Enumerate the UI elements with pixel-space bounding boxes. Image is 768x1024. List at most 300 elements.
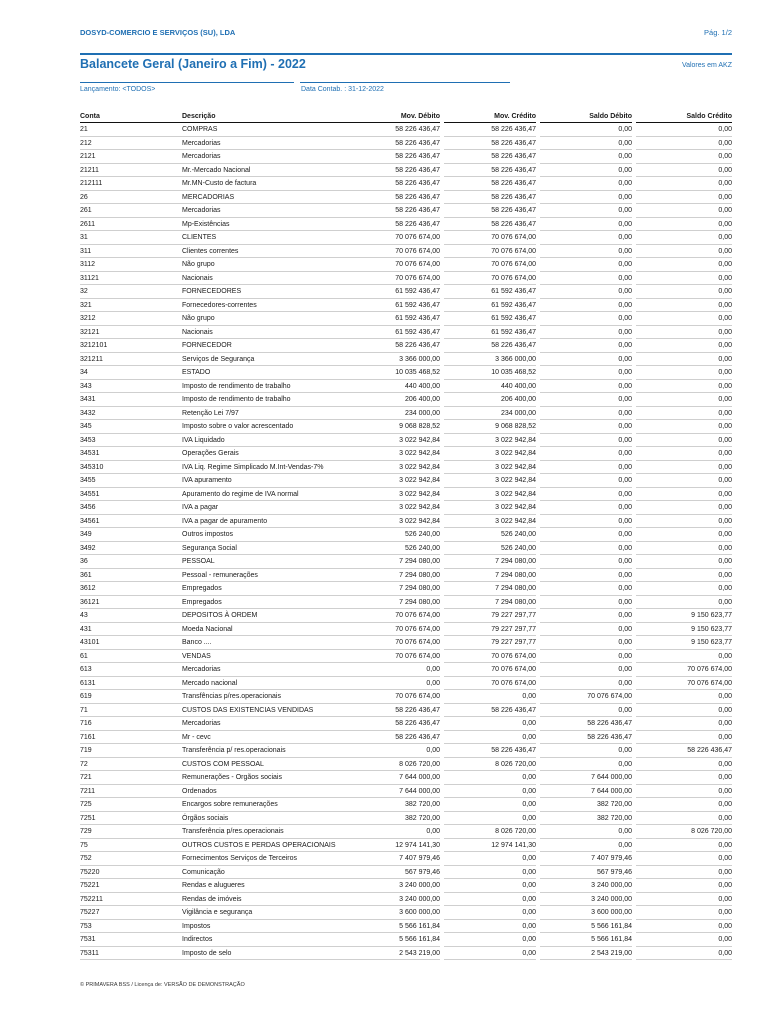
table-row bbox=[80, 380, 732, 394]
table-row bbox=[80, 339, 732, 353]
cell-conta: 752 bbox=[80, 852, 182, 866]
table-row bbox=[80, 879, 732, 893]
cell-saldo-credito: 0,00 bbox=[636, 245, 732, 259]
cell-conta: 7211 bbox=[80, 785, 182, 799]
cell-descricao: Mercadorias bbox=[182, 150, 350, 164]
cell-conta: 349 bbox=[80, 528, 182, 542]
table-row bbox=[80, 555, 732, 569]
cell-saldo-debito: 0,00 bbox=[540, 326, 632, 340]
cell-mov-debito: 7 294 080,00 bbox=[350, 582, 440, 596]
cell-saldo-debito: 0,00 bbox=[540, 339, 632, 353]
cell-conta: 3212 bbox=[80, 312, 182, 326]
cell-mov-debito: 70 076 674,00 bbox=[350, 636, 440, 650]
cell-conta: 3212101 bbox=[80, 339, 182, 353]
cell-conta: 36121 bbox=[80, 596, 182, 610]
cell-saldo-debito: 0,00 bbox=[540, 434, 632, 448]
cell-mov-credito: 0,00 bbox=[444, 906, 536, 920]
cell-conta: 2611 bbox=[80, 218, 182, 232]
cell-conta: 3456 bbox=[80, 501, 182, 515]
cell-mov-credito: 7 294 080,00 bbox=[444, 569, 536, 583]
cell-descricao: FORNECEDOR bbox=[182, 339, 350, 353]
table-row bbox=[80, 164, 732, 178]
table-row bbox=[80, 231, 732, 245]
cell-saldo-debito: 7 644 000,00 bbox=[540, 771, 632, 785]
cell-mov-debito: 0,00 bbox=[350, 677, 440, 691]
cell-mov-debito: 70 076 674,00 bbox=[350, 609, 440, 623]
cell-saldo-credito: 0,00 bbox=[636, 866, 732, 880]
table-row bbox=[80, 812, 732, 826]
table-row bbox=[80, 569, 732, 583]
cell-saldo-credito: 0,00 bbox=[636, 231, 732, 245]
cell-mov-debito: 3 240 000,00 bbox=[350, 893, 440, 907]
cell-mov-debito: 3 366 000,00 bbox=[350, 353, 440, 367]
cell-conta: 61 bbox=[80, 650, 182, 664]
cell-mov-debito: 7 294 080,00 bbox=[350, 555, 440, 569]
table-body bbox=[80, 123, 732, 960]
cell-descricao: Empregados bbox=[182, 582, 350, 596]
cell-saldo-debito: 0,00 bbox=[540, 758, 632, 772]
table-row bbox=[80, 393, 732, 407]
table-row bbox=[80, 488, 732, 502]
cell-conta: 75 bbox=[80, 839, 182, 853]
cell-saldo-credito: 0,00 bbox=[636, 393, 732, 407]
cell-mov-credito: 3 366 000,00 bbox=[444, 353, 536, 367]
cell-conta: 36 bbox=[80, 555, 182, 569]
cell-mov-credito: 70 076 674,00 bbox=[444, 663, 536, 677]
cell-conta: 43 bbox=[80, 609, 182, 623]
cell-mov-credito: 526 240,00 bbox=[444, 528, 536, 542]
cell-conta: 34551 bbox=[80, 488, 182, 502]
cell-mov-debito: 58 226 436,47 bbox=[350, 204, 440, 218]
cell-saldo-debito: 0,00 bbox=[540, 285, 632, 299]
cell-mov-credito: 9 068 828,52 bbox=[444, 420, 536, 434]
cell-mov-credito: 526 240,00 bbox=[444, 542, 536, 556]
table-row bbox=[80, 717, 732, 731]
cell-conta: 7251 bbox=[80, 812, 182, 826]
cell-saldo-debito: 0,00 bbox=[540, 650, 632, 664]
cell-descricao: Rendas de imóveis bbox=[182, 893, 350, 907]
cell-descricao: Outros impostos bbox=[182, 528, 350, 542]
cell-saldo-credito: 0,00 bbox=[636, 474, 732, 488]
cell-mov-debito: 8 026 720,00 bbox=[350, 758, 440, 772]
table-row bbox=[80, 731, 732, 745]
cell-descricao: Mr.MN-Custo de factura bbox=[182, 177, 350, 191]
cell-saldo-debito: 2 543 219,00 bbox=[540, 947, 632, 961]
cell-mov-debito: 70 076 674,00 bbox=[350, 650, 440, 664]
cell-mov-credito: 79 227 297,77 bbox=[444, 609, 536, 623]
cell-descricao: IVA Liquidado bbox=[182, 434, 350, 448]
cell-saldo-credito: 0,00 bbox=[636, 218, 732, 232]
cell-conta: 3112 bbox=[80, 258, 182, 272]
cell-mov-credito: 61 592 436,47 bbox=[444, 285, 536, 299]
table-row bbox=[80, 798, 732, 812]
cell-saldo-debito: 0,00 bbox=[540, 596, 632, 610]
cell-saldo-credito: 0,00 bbox=[636, 569, 732, 583]
cell-saldo-credito: 0,00 bbox=[636, 191, 732, 205]
table-row bbox=[80, 866, 732, 880]
header-conta: Conta bbox=[80, 111, 182, 123]
cell-mov-debito: 10 035 468,52 bbox=[350, 366, 440, 380]
cell-saldo-credito: 0,00 bbox=[636, 542, 732, 556]
cell-saldo-debito: 0,00 bbox=[540, 272, 632, 286]
table-row bbox=[80, 407, 732, 421]
table-row bbox=[80, 420, 732, 434]
cell-descricao: Moeda Nacional bbox=[182, 623, 350, 637]
cell-mov-debito: 567 979,46 bbox=[350, 866, 440, 880]
cell-saldo-credito: 0,00 bbox=[636, 582, 732, 596]
cell-saldo-debito: 70 076 674,00 bbox=[540, 690, 632, 704]
cell-saldo-credito: 0,00 bbox=[636, 366, 732, 380]
cell-descricao: Fornecedores-correntes bbox=[182, 299, 350, 313]
cell-conta: 212111 bbox=[80, 177, 182, 191]
cell-mov-credito: 58 226 436,47 bbox=[444, 704, 536, 718]
cell-saldo-debito: 0,00 bbox=[540, 245, 632, 259]
table-row bbox=[80, 137, 732, 151]
cell-saldo-debito: 382 720,00 bbox=[540, 798, 632, 812]
cell-mov-credito: 0,00 bbox=[444, 947, 536, 961]
table-row bbox=[80, 785, 732, 799]
table-row bbox=[80, 704, 732, 718]
cell-descricao: CUSTOS DAS EXISTENCIAS VENDIDAS bbox=[182, 704, 350, 718]
cell-saldo-debito: 0,00 bbox=[540, 393, 632, 407]
table-row bbox=[80, 677, 732, 691]
cell-descricao: Imposto de rendimento de trabalho bbox=[182, 380, 350, 394]
cell-mov-debito: 3 022 942,84 bbox=[350, 461, 440, 475]
cell-saldo-credito: 0,00 bbox=[636, 353, 732, 367]
cell-saldo-debito: 0,00 bbox=[540, 137, 632, 151]
cell-saldo-credito: 0,00 bbox=[636, 272, 732, 286]
cell-descricao: COMPRAS bbox=[182, 123, 350, 137]
cell-saldo-debito: 0,00 bbox=[540, 218, 632, 232]
cell-saldo-debito: 0,00 bbox=[540, 636, 632, 650]
cell-conta: 34561 bbox=[80, 515, 182, 529]
cell-descricao: Apuramento do regime de IVA normal bbox=[182, 488, 350, 502]
cell-descricao: IVA Liq. Regime Simplicado M.Int-Vendas-7% bbox=[182, 461, 350, 475]
cell-saldo-debito: 0,00 bbox=[540, 447, 632, 461]
table-row bbox=[80, 285, 732, 299]
cell-saldo-credito: 0,00 bbox=[636, 177, 732, 191]
cell-conta: 3453 bbox=[80, 434, 182, 448]
cell-descricao: Impostos bbox=[182, 920, 350, 934]
cell-saldo-credito: 0,00 bbox=[636, 717, 732, 731]
cell-mov-debito: 7 644 000,00 bbox=[350, 785, 440, 799]
cell-descricao: PESSOAL bbox=[182, 555, 350, 569]
cell-mov-debito: 70 076 674,00 bbox=[350, 245, 440, 259]
cell-saldo-credito: 0,00 bbox=[636, 461, 732, 475]
cell-saldo-credito: 0,00 bbox=[636, 785, 732, 799]
cell-mov-credito: 0,00 bbox=[444, 731, 536, 745]
table-row bbox=[80, 272, 732, 286]
cell-mov-debito: 0,00 bbox=[350, 825, 440, 839]
cell-mov-debito: 58 226 436,47 bbox=[350, 218, 440, 232]
cell-saldo-debito: 0,00 bbox=[540, 366, 632, 380]
cell-descricao: IVA a pagar de apuramento bbox=[182, 515, 350, 529]
cell-conta: 43101 bbox=[80, 636, 182, 650]
table-row bbox=[80, 663, 732, 677]
cell-conta: 34531 bbox=[80, 447, 182, 461]
cell-mov-credito: 58 226 436,47 bbox=[444, 191, 536, 205]
cell-mov-debito: 70 076 674,00 bbox=[350, 272, 440, 286]
cell-mov-debito: 3 022 942,84 bbox=[350, 447, 440, 461]
cell-mov-credito: 58 226 436,47 bbox=[444, 177, 536, 191]
cell-saldo-credito: 0,00 bbox=[636, 906, 732, 920]
cell-conta: 321 bbox=[80, 299, 182, 313]
cell-conta: 3432 bbox=[80, 407, 182, 421]
cell-mov-credito: 7 294 080,00 bbox=[444, 582, 536, 596]
cell-descricao: Encargos sobre remunerações bbox=[182, 798, 350, 812]
cell-mov-credito: 79 227 297,77 bbox=[444, 636, 536, 650]
cell-mov-credito: 58 226 436,47 bbox=[444, 744, 536, 758]
cell-mov-debito: 3 022 942,84 bbox=[350, 501, 440, 515]
license-footer: © PRIMAVERA BSS / Licença de: VERSÃO DE DEMONSTRAÇÃO bbox=[80, 982, 245, 988]
cell-descricao: Banco .... bbox=[182, 636, 350, 650]
cell-saldo-credito: 0,00 bbox=[636, 879, 732, 893]
table-row bbox=[80, 123, 732, 137]
cell-descricao: Nacionais bbox=[182, 272, 350, 286]
cell-mov-credito: 58 226 436,47 bbox=[444, 137, 536, 151]
cell-saldo-debito: 7 644 000,00 bbox=[540, 785, 632, 799]
cell-conta: 7161 bbox=[80, 731, 182, 745]
cell-descricao: CLIENTES bbox=[182, 231, 350, 245]
cell-conta: 311 bbox=[80, 245, 182, 259]
cell-saldo-credito: 9 150 623,77 bbox=[636, 623, 732, 637]
cell-mov-debito: 61 592 436,47 bbox=[350, 312, 440, 326]
cell-mov-credito: 0,00 bbox=[444, 690, 536, 704]
cell-saldo-debito: 0,00 bbox=[540, 123, 632, 137]
cell-saldo-debito: 0,00 bbox=[540, 380, 632, 394]
cell-saldo-debito: 3 240 000,00 bbox=[540, 893, 632, 907]
cell-mov-credito: 61 592 436,47 bbox=[444, 299, 536, 313]
cell-descricao: DEPOSITOS À ORDEM bbox=[182, 609, 350, 623]
cell-mov-credito: 0,00 bbox=[444, 866, 536, 880]
lancamento-filter: Lançamento: <TODOS> bbox=[80, 86, 156, 93]
cell-mov-debito: 7 407 979,46 bbox=[350, 852, 440, 866]
cell-descricao: Mp-Existências bbox=[182, 218, 350, 232]
cell-saldo-credito: 0,00 bbox=[636, 731, 732, 745]
table-row bbox=[80, 906, 732, 920]
cell-descricao: Comunicação bbox=[182, 866, 350, 880]
cell-descricao: Operações Gerais bbox=[182, 447, 350, 461]
cell-saldo-debito: 7 407 979,46 bbox=[540, 852, 632, 866]
cell-mov-credito: 70 076 674,00 bbox=[444, 272, 536, 286]
header-saldo-debito: Saldo Débito bbox=[540, 111, 632, 123]
cell-saldo-debito: 0,00 bbox=[540, 501, 632, 515]
table-row bbox=[80, 771, 732, 785]
cell-mov-debito: 2 543 219,00 bbox=[350, 947, 440, 961]
table-row bbox=[80, 150, 732, 164]
table-row bbox=[80, 582, 732, 596]
cell-conta: 3612 bbox=[80, 582, 182, 596]
cell-conta: 75220 bbox=[80, 866, 182, 880]
cell-mov-debito: 58 226 436,47 bbox=[350, 123, 440, 137]
cell-mov-debito: 3 022 942,84 bbox=[350, 434, 440, 448]
table-row bbox=[80, 245, 732, 259]
cell-saldo-credito: 0,00 bbox=[636, 326, 732, 340]
cell-mov-credito: 3 022 942,84 bbox=[444, 501, 536, 515]
cell-saldo-debito: 0,00 bbox=[540, 488, 632, 502]
accounting-date: Data Contab. : 31-12-2022 bbox=[301, 86, 384, 93]
cell-mov-debito: 61 592 436,47 bbox=[350, 326, 440, 340]
cell-descricao: OUTROS CUSTOS E PERDAS OPERACIONAIS bbox=[182, 839, 350, 853]
cell-saldo-debito: 0,00 bbox=[540, 677, 632, 691]
cell-mov-debito: 70 076 674,00 bbox=[350, 231, 440, 245]
cell-mov-credito: 0,00 bbox=[444, 785, 536, 799]
cell-mov-credito: 3 022 942,84 bbox=[444, 515, 536, 529]
cell-saldo-credito: 0,00 bbox=[636, 407, 732, 421]
cell-mov-debito: 3 022 942,84 bbox=[350, 515, 440, 529]
cell-saldo-debito: 0,00 bbox=[540, 191, 632, 205]
table-row bbox=[80, 609, 732, 623]
header-divider bbox=[80, 53, 732, 55]
cell-mov-debito: 58 226 436,47 bbox=[350, 717, 440, 731]
cell-saldo-debito: 0,00 bbox=[540, 312, 632, 326]
cell-mov-debito: 58 226 436,47 bbox=[350, 164, 440, 178]
cell-saldo-debito: 0,00 bbox=[540, 569, 632, 583]
cell-descricao: Imposto de selo bbox=[182, 947, 350, 961]
cell-saldo-debito: 0,00 bbox=[540, 825, 632, 839]
cell-mov-credito: 0,00 bbox=[444, 893, 536, 907]
data-contab-underline bbox=[300, 82, 510, 83]
cell-conta: 619 bbox=[80, 690, 182, 704]
cell-mov-credito: 234 000,00 bbox=[444, 407, 536, 421]
cell-saldo-debito: 3 600 000,00 bbox=[540, 906, 632, 920]
cell-descricao: Retenção Lei 7/97 bbox=[182, 407, 350, 421]
cell-mov-debito: 58 226 436,47 bbox=[350, 339, 440, 353]
cell-saldo-credito: 0,00 bbox=[636, 920, 732, 934]
cell-saldo-credito: 0,00 bbox=[636, 947, 732, 961]
cell-conta: 725 bbox=[80, 798, 182, 812]
cell-saldo-credito: 0,00 bbox=[636, 555, 732, 569]
cell-saldo-credito: 0,00 bbox=[636, 596, 732, 610]
cell-conta: 3492 bbox=[80, 542, 182, 556]
cell-mov-credito: 8 026 720,00 bbox=[444, 758, 536, 772]
cell-descricao: Indirectos bbox=[182, 933, 350, 947]
cell-mov-debito: 526 240,00 bbox=[350, 542, 440, 556]
currency-note: Valores em AKZ bbox=[681, 62, 732, 69]
cell-conta: 729 bbox=[80, 825, 182, 839]
cell-descricao: FORNECEDORES bbox=[182, 285, 350, 299]
cell-conta: 26 bbox=[80, 191, 182, 205]
cell-descricao: VENDAS bbox=[182, 650, 350, 664]
cell-conta: 32121 bbox=[80, 326, 182, 340]
cell-saldo-debito: 0,00 bbox=[540, 299, 632, 313]
cell-conta: 75221 bbox=[80, 879, 182, 893]
cell-saldo-debito: 3 240 000,00 bbox=[540, 879, 632, 893]
cell-saldo-debito: 5 566 161,84 bbox=[540, 920, 632, 934]
cell-saldo-debito: 5 566 161,84 bbox=[540, 933, 632, 947]
cell-mov-credito: 70 076 674,00 bbox=[444, 650, 536, 664]
report-title: Balancete Geral (Janeiro a Fim) - 2022 bbox=[80, 57, 306, 71]
cell-conta: 32 bbox=[80, 285, 182, 299]
cell-descricao: Remunerações - Orgãos sociais bbox=[182, 771, 350, 785]
cell-saldo-debito: 567 979,46 bbox=[540, 866, 632, 880]
cell-descricao: Órgãos sociais bbox=[182, 812, 350, 826]
cell-mov-debito: 58 226 436,47 bbox=[350, 731, 440, 745]
cell-mov-credito: 3 022 942,84 bbox=[444, 488, 536, 502]
cell-descricao: Não grupo bbox=[182, 258, 350, 272]
cell-saldo-credito: 58 226 436,47 bbox=[636, 744, 732, 758]
cell-mov-debito: 440 400,00 bbox=[350, 380, 440, 394]
cell-mov-credito: 7 294 080,00 bbox=[444, 555, 536, 569]
cell-descricao: Mercadorias bbox=[182, 137, 350, 151]
cell-mov-debito: 3 240 000,00 bbox=[350, 879, 440, 893]
cell-conta: 6131 bbox=[80, 677, 182, 691]
cell-mov-debito: 206 400,00 bbox=[350, 393, 440, 407]
cell-saldo-debito: 0,00 bbox=[540, 177, 632, 191]
table-row bbox=[80, 258, 732, 272]
table-row bbox=[80, 920, 732, 934]
cell-conta: 431 bbox=[80, 623, 182, 637]
table-row bbox=[80, 947, 732, 961]
cell-conta: 2121 bbox=[80, 150, 182, 164]
table-row bbox=[80, 839, 732, 853]
cell-mov-credito: 3 022 942,84 bbox=[444, 434, 536, 448]
cell-mov-debito: 3 600 000,00 bbox=[350, 906, 440, 920]
cell-conta: 21211 bbox=[80, 164, 182, 178]
cell-conta: 716 bbox=[80, 717, 182, 731]
cell-conta: 752211 bbox=[80, 893, 182, 907]
cell-mov-debito: 3 022 942,84 bbox=[350, 474, 440, 488]
cell-descricao: Rendas e alugueres bbox=[182, 879, 350, 893]
cell-mov-debito: 5 566 161,84 bbox=[350, 920, 440, 934]
table-row bbox=[80, 636, 732, 650]
table-row bbox=[80, 191, 732, 205]
cell-saldo-debito: 0,00 bbox=[540, 839, 632, 853]
cell-mov-debito: 5 566 161,84 bbox=[350, 933, 440, 947]
cell-mov-credito: 0,00 bbox=[444, 920, 536, 934]
cell-conta: 261 bbox=[80, 204, 182, 218]
cell-saldo-credito: 0,00 bbox=[636, 758, 732, 772]
cell-mov-debito: 70 076 674,00 bbox=[350, 258, 440, 272]
cell-descricao: Mercado nacional bbox=[182, 677, 350, 691]
cell-mov-debito: 7 294 080,00 bbox=[350, 569, 440, 583]
cell-saldo-debito: 0,00 bbox=[540, 231, 632, 245]
cell-saldo-credito: 0,00 bbox=[636, 285, 732, 299]
cell-descricao: Mr - cevc bbox=[182, 731, 350, 745]
cell-mov-debito: 70 076 674,00 bbox=[350, 690, 440, 704]
cell-conta: 3455 bbox=[80, 474, 182, 488]
table-row bbox=[80, 528, 732, 542]
cell-mov-debito: 9 068 828,52 bbox=[350, 420, 440, 434]
page-number: Pág. 1/2 bbox=[704, 28, 732, 37]
header-mov-debito: Mov. Débito bbox=[350, 111, 440, 123]
cell-mov-credito: 58 226 436,47 bbox=[444, 339, 536, 353]
cell-conta: 719 bbox=[80, 744, 182, 758]
cell-conta: 72 bbox=[80, 758, 182, 772]
cell-mov-credito: 3 022 942,84 bbox=[444, 447, 536, 461]
cell-saldo-debito: 0,00 bbox=[540, 663, 632, 677]
cell-conta: 721 bbox=[80, 771, 182, 785]
cell-descricao: Segurança Social bbox=[182, 542, 350, 556]
cell-descricao: Clientes correntes bbox=[182, 245, 350, 259]
cell-mov-credito: 12 974 141,30 bbox=[444, 839, 536, 853]
cell-descricao: Empregados bbox=[182, 596, 350, 610]
cell-descricao: Serviços de Segurança bbox=[182, 353, 350, 367]
cell-descricao: CUSTOS COM PESSOAL bbox=[182, 758, 350, 772]
cell-conta: 345310 bbox=[80, 461, 182, 475]
table-row bbox=[80, 312, 732, 326]
cell-mov-credito: 0,00 bbox=[444, 771, 536, 785]
cell-saldo-credito: 0,00 bbox=[636, 704, 732, 718]
cell-descricao: Transferência p/res.operacionais bbox=[182, 825, 350, 839]
cell-saldo-credito: 0,00 bbox=[636, 812, 732, 826]
cell-conta: 343 bbox=[80, 380, 182, 394]
cell-saldo-credito: 0,00 bbox=[636, 933, 732, 947]
cell-mov-debito: 70 076 674,00 bbox=[350, 623, 440, 637]
cell-mov-credito: 70 076 674,00 bbox=[444, 677, 536, 691]
cell-descricao: Imposto sobre o valor acrescentado bbox=[182, 420, 350, 434]
table-row bbox=[80, 893, 732, 907]
